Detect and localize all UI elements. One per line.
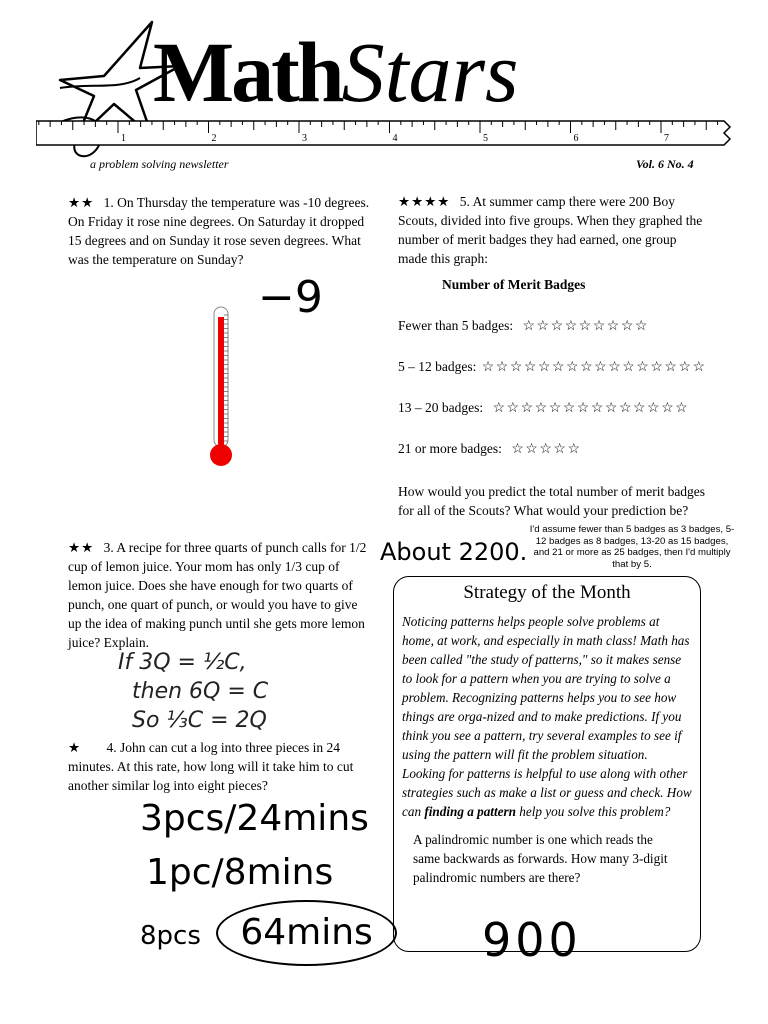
masthead	[0, 0, 768, 180]
answer-q3	[118, 648, 268, 735]
question-number: 4.	[106, 740, 117, 755]
graph-row	[398, 398, 718, 439]
ruler-number: 5	[483, 133, 488, 144]
ruler	[36, 120, 730, 146]
question-4	[68, 738, 373, 795]
strategy-box	[393, 576, 701, 967]
row-label: 13 – 20 badges:	[398, 400, 484, 415]
row-stars: ☆☆☆☆☆☆☆☆☆☆☆☆☆☆☆☆	[481, 360, 707, 375]
palindrome-problem: A palindromic number is one which reads the same backwards as forwards. How many 3-digit palindromic numbers are there?	[413, 832, 668, 885]
graph-row	[398, 316, 718, 357]
row-label: 5 – 12 badges:	[398, 359, 477, 374]
volume-number: Vol. 6 No. 4	[636, 157, 694, 171]
ruler-number: 3	[302, 133, 307, 144]
answer-q4	[140, 792, 397, 966]
question-1	[68, 193, 373, 269]
strategy-emphasis: finding a pattern	[424, 804, 516, 819]
question-text: At summer camp there were 200 Boy Scouts, divided into five groups. When they graphed the number of merit badges they had earned, one group made this graph:	[398, 194, 703, 266]
answer-q5: About 2200.	[380, 538, 528, 566]
title-math: Math	[153, 24, 342, 120]
graph-row	[398, 439, 718, 480]
graph-row	[398, 357, 718, 398]
question-number: 5.	[459, 194, 470, 209]
ruler-number: 7	[664, 133, 669, 144]
answer-line: If 3Q = ½C,	[118, 650, 247, 675]
question-5	[398, 192, 703, 268]
ruler-number: 6	[573, 133, 579, 144]
row-stars: ☆☆☆☆☆☆☆☆☆	[522, 319, 649, 334]
difficulty-stars: ★★	[68, 195, 95, 210]
ruler-number: 4	[392, 133, 398, 144]
question-text: John can cut a log into three pieces in 24 minutes. At this rate, how long will it take him to cut another similar log into eight pieces?	[68, 740, 354, 793]
title-stars: Stars	[341, 24, 519, 120]
difficulty-stars: ★	[68, 740, 82, 755]
strategy-text: Noticing patterns helps people solve problems at home, at work, and especially in math class! Math has been called "the study of patterns," so it makes sense to look for a pattern when you are trying to solve a problem. Recognizing patterns helps you to see how things are orga-nized and to make predictions. If you think you see a pattern, try several examples to see if using the pattern will fit the problem situation. Looking for patterns is helpful to use along with other strategies such as make a list or guess and check. How can	[402, 614, 692, 819]
prediction-question: How would you predict the total number of merit badges for all of the Scouts? What would your prediction be?	[398, 484, 706, 518]
answer-line: 8pcs	[140, 921, 201, 951]
answer-palindrome: 900	[482, 913, 582, 967]
circled-answer: 64mins	[216, 900, 396, 966]
question-number: 3.	[103, 540, 114, 555]
answer-q1: −9	[258, 272, 323, 323]
strategy-body	[402, 612, 692, 821]
difficulty-stars: ★★★★	[398, 194, 451, 209]
ruler-number: 1	[121, 133, 126, 144]
row-stars: ☆☆☆☆☆	[511, 442, 582, 457]
row-label: Fewer than 5 badges:	[398, 318, 514, 333]
badge-graph	[398, 316, 718, 480]
question-text: A recipe for three quarts of punch calls for 1/2 cup of lemon juice. Your mom has only 1/3 cup of lemon juice. Does she have enough for two quarts of punch, one quart of punch, or would you have to give up the idea of making punch until she gets more lemon juice? Explain.	[68, 540, 367, 650]
strategy-text-end: help you solve this problem?	[515, 804, 671, 819]
newsletter-subtitle: a problem solving newsletter	[90, 157, 229, 171]
answer-line: So ⅓C = 2Q	[132, 708, 267, 733]
typed-note: I'd assume fewer than 5 badges as 3 badges, 5-12 badges as 8 badges, 13-20 as 15 badges, and 21 or more as 25 badges, then I'd multiply that by 5.	[529, 524, 735, 570]
answer-line: 1pc/8mins	[146, 852, 334, 893]
ruler-number: 2	[211, 133, 217, 144]
difficulty-stars: ★★	[68, 540, 95, 555]
ruler-graphic	[36, 120, 736, 148]
question-number: 1.	[103, 195, 114, 210]
strategy-title: Strategy of the Month	[463, 582, 631, 603]
question-text: On Thursday the temperature was -10 degrees. On Friday it rose nine degrees. On Saturday it dropped 15 degrees and on Sunday it rose seven degrees. What was the temperature on Sunday?	[68, 195, 370, 267]
answer-line: 3pcs/24mins	[140, 798, 369, 839]
thermometer-icon	[205, 305, 237, 470]
answer-line: then 6Q = C	[132, 679, 269, 704]
question-3	[68, 538, 373, 652]
row-stars: ☆☆☆☆☆☆☆☆☆☆☆☆☆☆	[492, 401, 690, 416]
row-label: 21 or more badges:	[398, 441, 502, 456]
graph-title: Number of Merit Badges	[442, 277, 586, 292]
